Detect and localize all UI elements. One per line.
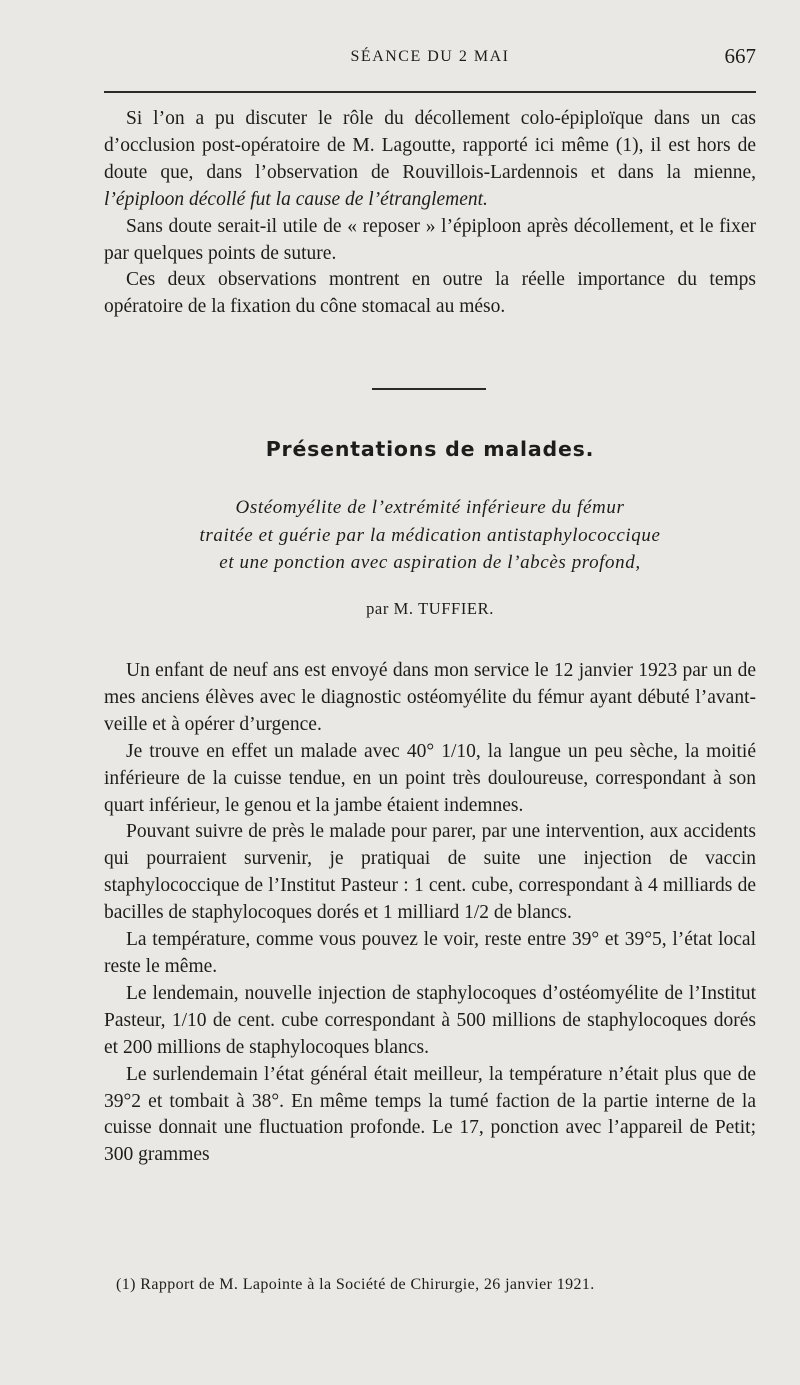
header-rule xyxy=(104,91,756,93)
paragraph-text: Si l’on a pu discuter le rôle du décollement colo-épiploïque dans un cas d’occlusion post-opératoire de M. Lagoutte, rapporté ici même (1), il est hors de doute que, dans l’observation de Rouvillois-Lardennois et dans la mienne, xyxy=(104,108,756,183)
section-separator xyxy=(372,388,486,390)
subtitle-line: et une ponction avec aspiration de l’abcès profond, xyxy=(219,552,641,573)
subtitle-line: traitée et guérie par la médication antistaphylococcique xyxy=(199,524,661,546)
paragraph: Je trouve en effet un malade avec 40° 1/10, la langue un peu sèche, la moitié inférieure de la cuisse tendue, en un point très douloureuse, correspondant à son quart inférieur, le genou et la jambe étaient indemnes. xyxy=(104,740,756,816)
running-header xyxy=(104,44,756,74)
subtitle-line: Ostéomyélite de l’extrémité inférieure du fémur xyxy=(235,497,625,518)
paragraph xyxy=(104,106,756,214)
author-line: par M. TUFFIER. xyxy=(366,599,494,618)
opening-text xyxy=(104,106,756,321)
case-report-text xyxy=(104,658,756,1169)
paragraph: Ces deux observations montrent en outre la réelle importance du temps opératoire de la fixation du cône stomacal au méso. xyxy=(104,269,756,318)
paragraph: Le surlendemain l’état général était meilleur, la température n’était plus que de 39°2 et tombait à 38°. En même temps la tumé faction de la partie interne de la cuisse donnait une fluctuation profonde. Le 17, ponction avec l’appareil de Petit; 300 grammes xyxy=(104,1063,756,1166)
page-number: 667 xyxy=(724,44,756,68)
paragraph: Le lendemain, nouvelle injection de staphylocoques d’ostéomyélite de l’Institut Pasteur, 1/10 de cent. cube correspondant à 500 millions de staphylocoques dorés et 200 millions de staphylocoques blancs. xyxy=(104,982,756,1058)
article-subtitle xyxy=(104,494,756,577)
section-heading: Présentations de malades. xyxy=(265,437,595,461)
paragraph: La température, comme vous pouvez le voir, reste entre 39° et 39°5, l’état local reste le même. xyxy=(104,929,756,977)
paragraph: Pouvant suivre de près le malade pour parer, par une intervention, aux accidents qui pourraient survenir, je pratiquai de suite une injection de vaccin staphylococcique de l’Institut Pasteur : 1 cent. cube, correspondant à 4 milliards de bacilles de staphylocoques dorés et 1 milliard 1/2 de blancs. xyxy=(104,821,756,924)
paragraph: Sans doute serait-il utile de « reposer » l’épiploon après décollement, et le fixer par quelques points de suture. xyxy=(104,215,756,264)
footnote: (1) Rapport de M. Lapointe à la Société de Chirurgie, 26 janvier 1921. xyxy=(116,1276,595,1293)
paragraph: Un enfant de neuf ans est envoyé dans mon service le 12 janvier 1923 par un de mes anciens élèves avec le diagnostic ostéomyélite du fémur ayant débuté l’avant-veille et à opérer d’urgence. xyxy=(104,660,756,735)
header-title: SÉANCE DU 2 MAI xyxy=(350,48,510,65)
italic-phrase: l’épiploon décollé fut la cause de l’étranglement. xyxy=(104,188,488,210)
